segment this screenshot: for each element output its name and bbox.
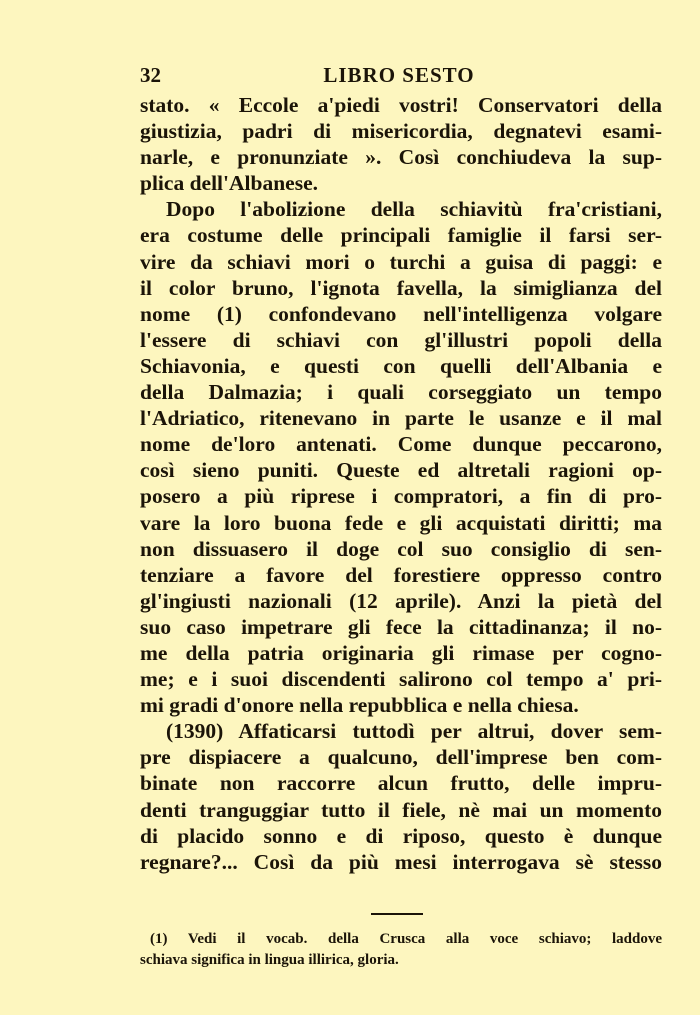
page-number: 32: [140, 63, 161, 87]
text-line: me della patria originaria gli rimase per cogno-: [140, 640, 662, 665]
text-line: non dissuasero il doge col suo consiglio di sen-: [140, 536, 662, 561]
footnote-line: (1) Vedi il vocab. della Crusca alla voce schiavo; laddove: [150, 931, 662, 947]
text-line: di placido sonno e di riposo, questo è dunque: [140, 823, 662, 848]
text-line: denti tranguggiar tutto il fiele, nè mai un momento: [140, 797, 662, 822]
text-line: l'Adriatico, ritenevano in parte le usanze e il mal: [140, 406, 662, 431]
text-line: gl'ingiusti nazionali (12 aprile). Anzi la pietà del: [140, 588, 662, 613]
footnote-divider: [371, 913, 423, 915]
text-line: (1390) Affaticarsi tuttodì per altrui, dover sem-: [166, 719, 662, 744]
text-line: binate non raccorre alcun frutto, delle impru-: [140, 771, 662, 796]
running-title: LIBRO SESTO: [323, 63, 475, 87]
footnote: [140, 929, 662, 971]
page-header: [140, 63, 658, 91]
text-line: giustizia, padri di misericordia, degnatevi esami-: [140, 119, 662, 144]
text-line: era costume delle principali famiglie il farsi ser-: [140, 223, 662, 248]
text-line: regnare?... Così da più mesi interrogava sè stesso: [140, 849, 662, 874]
text-line: me; e i suoi discendenti salirono col tempo a' pri-: [140, 667, 662, 692]
text-line: pre dispiacere a qualcuno, dell'imprese ben com-: [140, 745, 662, 770]
text-line: della Dalmazia; i quali corseggiato un tempo: [140, 380, 662, 405]
text-line: così sieno puniti. Queste ed altretali ragioni op-: [140, 458, 662, 483]
body-text: [140, 92, 662, 875]
text-line: plica dell'Albanese.: [140, 171, 318, 196]
text-line: narle, e pronunziate ». Così conchiudeva la sup-: [140, 145, 662, 170]
text-line: nome de'loro antenati. Come dunque peccarono,: [140, 432, 662, 457]
text-line: vire da schiavi mori o turchi a guisa di paggi: e: [140, 249, 662, 274]
text-line: stato. « Eccole a'piedi vostri! Conservatori della: [140, 93, 662, 117]
text-line: posero a più riprese i compratori, a fin di pro-: [140, 484, 662, 509]
text-line: mi gradi d'onore nella repubblica e nella chiesa.: [140, 693, 579, 718]
text-line: suo caso impetrare gli fece la cittadinanza; il no-: [140, 614, 662, 639]
text-line: Dopo l'abolizione della schiavitù fra'cristiani,: [166, 197, 662, 222]
text-line: nome (1) confondevano nell'intelligenza volgare: [140, 301, 662, 326]
text-line: l'essere di schiavi con gl'illustri popoli della: [140, 327, 662, 352]
text-line: il color bruno, l'ignota favella, la simiglianza del: [140, 275, 662, 300]
footnote-line: schiava significa in lingua illirica, gloria.: [140, 952, 399, 968]
text-line: vare la loro buona fede e gli acquistati diritti; ma: [140, 510, 662, 535]
text-line: Schiavonia, e questi con quelli dell'Albania e: [140, 353, 662, 378]
text-line: tenziare a favore del forestiere oppresso contro: [140, 562, 662, 587]
